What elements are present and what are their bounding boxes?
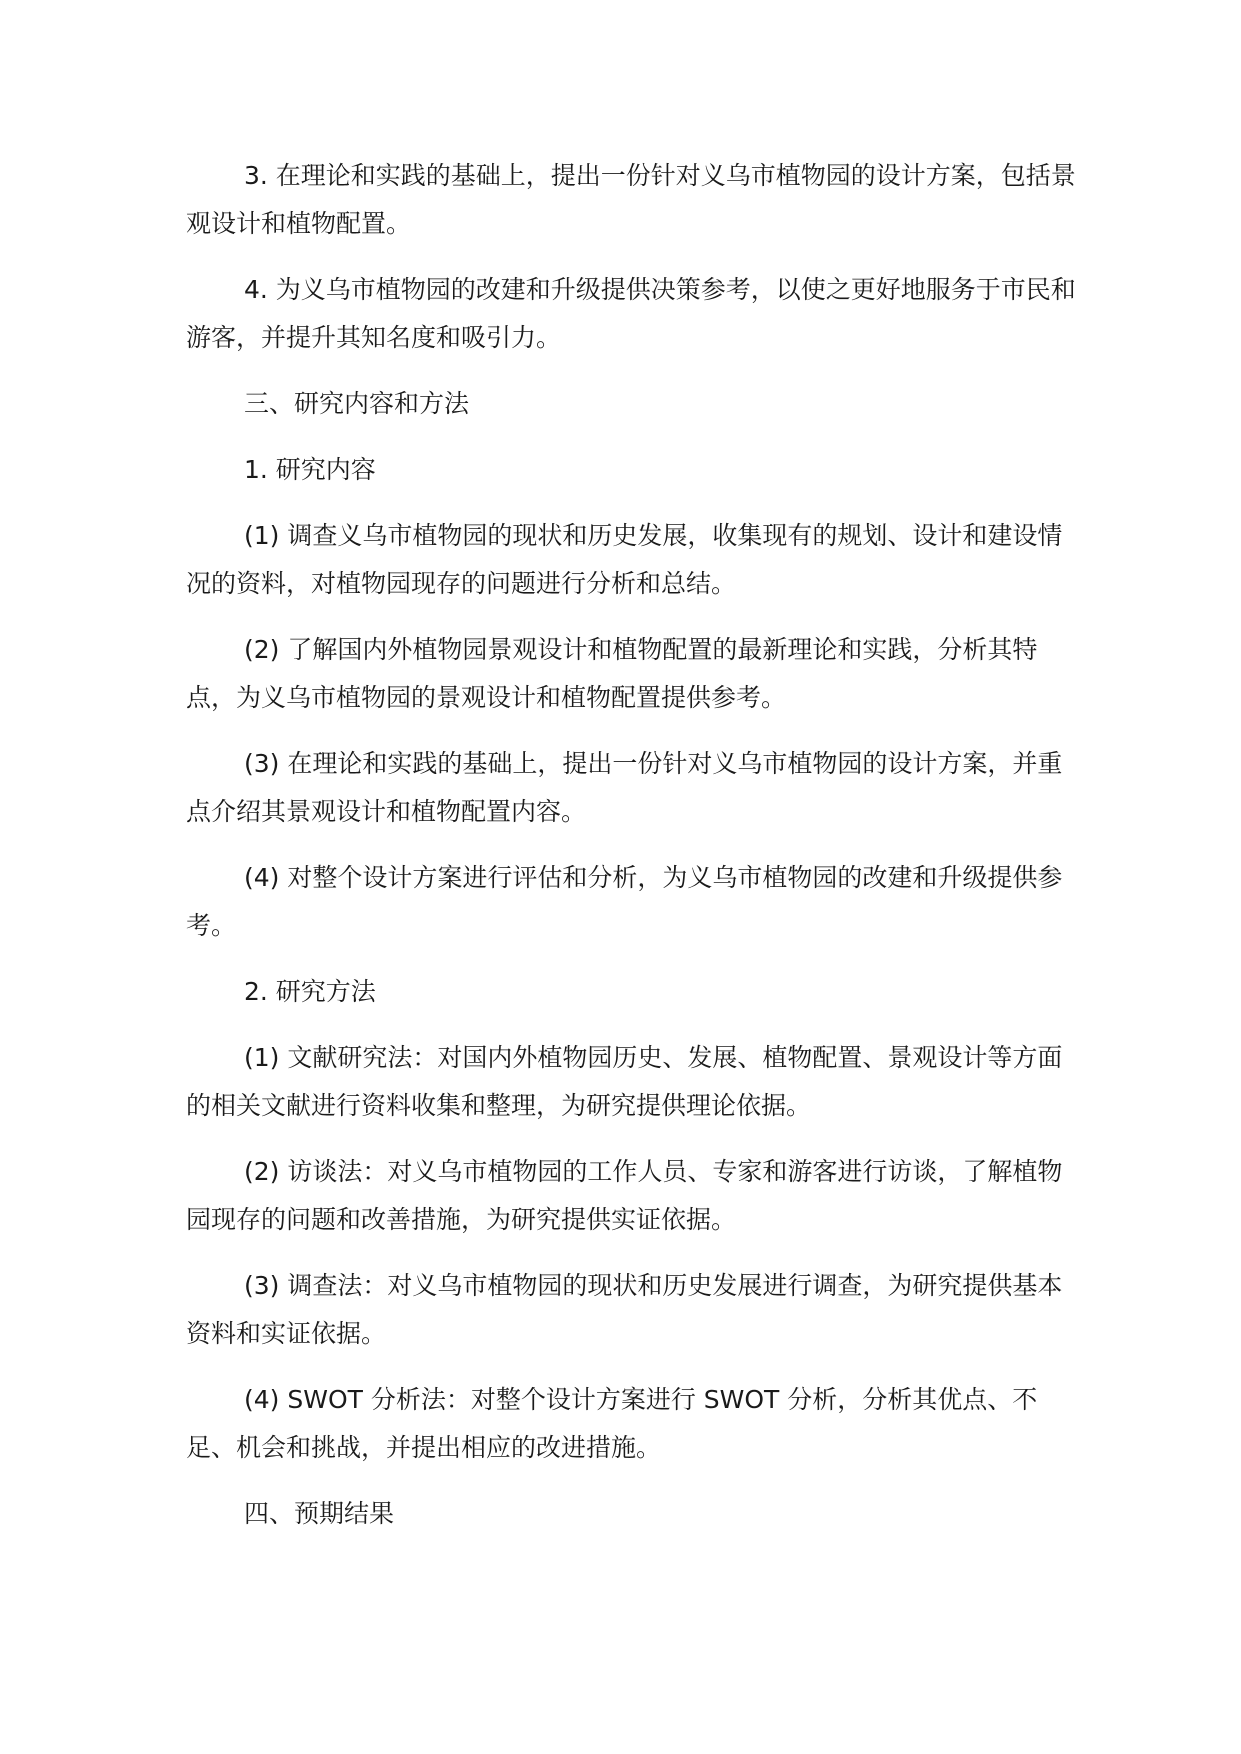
paragraph-method-4: (4) SWOT 分析法：对整个设计方案进行 SWOT 分析，分析其优点、不足、机会和挑战，并提出相应的改进措施。: [186, 1385, 1038, 1462]
section-heading-expected-results: 四、预期结果: [244, 1499, 395, 1528]
section-heading-research-content-methods: 三、研究内容和方法: [244, 389, 470, 418]
paragraph-objective-3: 3. 在理论和实践的基础上，提出一份针对义乌市植物园的设计方案，包括景观设计和植物配置。: [186, 161, 1076, 238]
paragraph-content-2: (2) 了解国内外植物园景观设计和植物配置的最新理论和实践，分析其特点，为义乌市植物园的景观设计和植物配置提供参考。: [186, 635, 1038, 712]
paragraph-method-3: (3) 调查法：对义乌市植物园的现状和历史发展进行调查，为研究提供基本资料和实证依据。: [186, 1271, 1063, 1348]
paragraph-content-1: (1) 调查义乌市植物园的现状和历史发展，收集现有的规划、设计和建设情况的资料，对植物园现存的问题进行分析和总结。: [186, 521, 1063, 598]
paragraph-objective-4: 4. 为义乌市植物园的改建和升级提供决策参考，以使之更好地服务于市民和游客，并提升其知名度和吸引力。: [186, 275, 1076, 352]
document-body: [186, 152, 1086, 1556]
paragraph-method-2: (2) 访谈法：对义乌市植物园的工作人员、专家和游客进行访谈，了解植物园现存的问题和改善措施，为研究提供实证依据。: [186, 1157, 1063, 1234]
subheading-research-content: 1. 研究内容: [244, 455, 376, 484]
paragraph-content-3: (3) 在理论和实践的基础上，提出一份针对义乌市植物园的设计方案，并重点介绍其景观设计和植物配置内容。: [186, 749, 1063, 826]
subheading-research-methods: 2. 研究方法: [244, 977, 376, 1006]
paragraph-content-4: (4) 对整个设计方案进行评估和分析，为义乌市植物园的改建和升级提供参考。: [186, 863, 1063, 940]
paragraph-method-1: (1) 文献研究法：对国内外植物园历史、发展、植物配置、景观设计等方面的相关文献进行资料收集和整理，为研究提供理论依据。: [186, 1043, 1063, 1120]
